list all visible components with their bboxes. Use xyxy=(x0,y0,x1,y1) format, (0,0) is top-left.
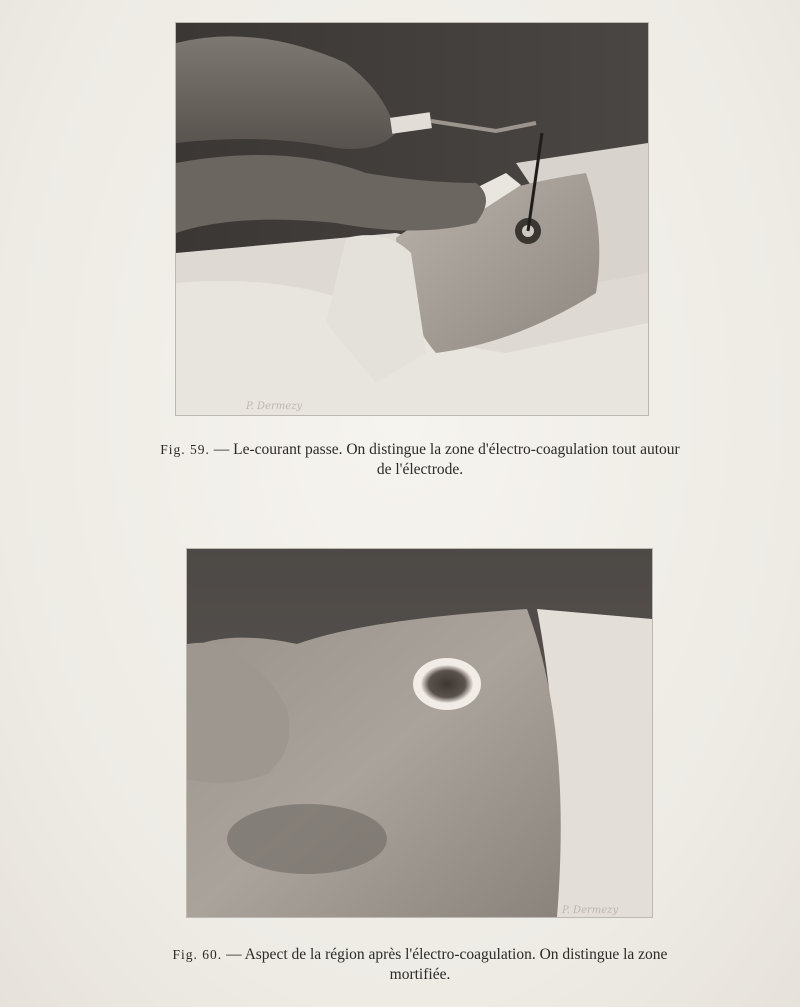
figure-60-label: Fig. 60. xyxy=(172,947,223,962)
figure-59-photo xyxy=(176,23,648,415)
figure-59-caption-line-1 xyxy=(100,440,740,460)
figure-60-illustration xyxy=(187,549,652,917)
figure-59-caption xyxy=(100,440,740,480)
figure-60-caption-text-2: mortifiée. xyxy=(389,966,451,983)
figure-59-signature: P. Dermezy xyxy=(246,401,303,412)
figure-59-caption-text-1: — Le-courant passe. On distingue la zone d'électro-coagulation tout autour xyxy=(209,441,680,458)
figure-59-caption-text-2: de l'électrode. xyxy=(376,461,464,478)
figure-60-signature: P. Dermezy xyxy=(562,905,619,916)
figure-60-caption-line-1 xyxy=(100,945,740,965)
figure-60-caption xyxy=(100,945,740,985)
figure-59-label: Fig. 59. xyxy=(160,442,210,457)
figure-59-illustration xyxy=(176,23,648,415)
figure-60-caption-text-1: — Aspect de la région après l'électro-coagulation. On distingue la zone xyxy=(222,946,668,963)
figure-60-photo xyxy=(187,549,652,917)
